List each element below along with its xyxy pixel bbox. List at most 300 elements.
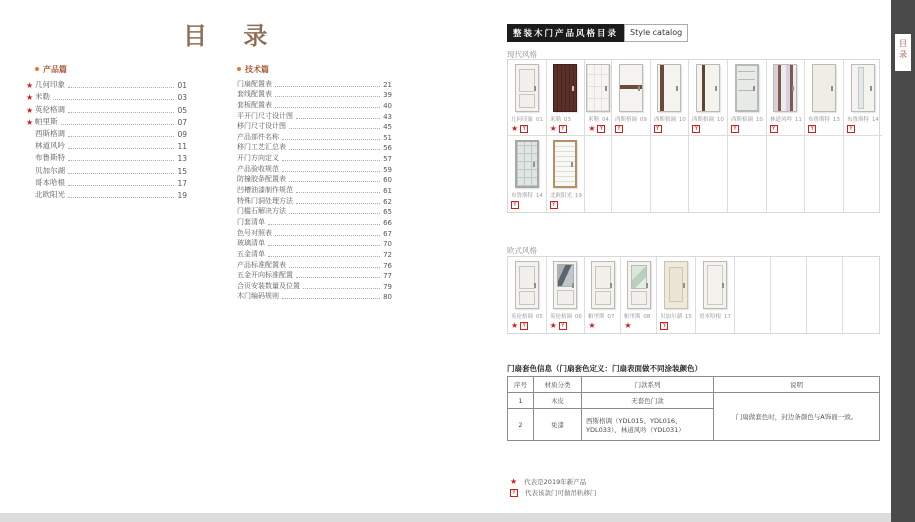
door-handle-icon — [715, 86, 717, 91]
door-thumbnail — [773, 64, 797, 112]
door-handle-icon — [683, 283, 685, 288]
toc-item-page: 70 — [383, 240, 392, 249]
leader-dots — [275, 96, 380, 97]
door-name: 西斯格调 — [692, 116, 715, 123]
leader-dots — [68, 185, 174, 186]
leader-dots — [53, 99, 174, 100]
side-tab-label: 目录 — [898, 39, 908, 61]
toc-item-label: 产品部件名称 — [237, 132, 279, 141]
sliding-door-y-badge: Y — [808, 125, 816, 133]
sliding-door-y-badge: Y — [559, 322, 567, 330]
toc-item[interactable] — [237, 121, 392, 132]
leader-dots — [282, 139, 380, 140]
door-name: 英伦格调 — [549, 313, 572, 320]
leader-dots — [68, 87, 174, 88]
toc-item[interactable] — [237, 174, 392, 185]
door-name: 米勒 — [588, 116, 600, 123]
door-badges — [615, 124, 650, 133]
door-badges — [550, 321, 585, 330]
toc-item-label: 套线配置表 — [237, 90, 272, 99]
leader-dots — [289, 213, 380, 214]
door-page-number: 09 — [639, 116, 647, 123]
toc-technical-header: 技术篇 — [237, 64, 392, 75]
door-cell — [508, 136, 547, 212]
toc-item[interactable] — [237, 270, 392, 281]
side-tab-toc[interactable] — [895, 34, 911, 71]
door-label — [615, 114, 647, 122]
door-badges — [731, 124, 766, 133]
sliding-door-y-badge: Y — [550, 201, 558, 209]
new-product-star-icon: ★ — [511, 320, 519, 330]
toc-item-label: 帕里斯 — [35, 116, 58, 126]
leader-dots — [268, 224, 380, 225]
sliding-door-y-badge: Y — [597, 125, 605, 133]
toc-item-label: 哥本哈根 — [35, 177, 65, 187]
door-name: 西斯格调 — [614, 116, 638, 123]
door-handle-icon — [571, 162, 573, 167]
door-handle-icon — [753, 86, 755, 91]
door-cell — [689, 60, 728, 136]
toc-item[interactable] — [35, 139, 187, 151]
leader-dots — [282, 171, 380, 172]
door-badges — [808, 124, 843, 133]
door-cell — [585, 257, 621, 333]
toc-item[interactable] — [237, 99, 392, 110]
toc-item-label: 贝加尔湖 — [35, 165, 65, 175]
leader-dots — [275, 107, 380, 108]
toc-item[interactable] — [237, 291, 392, 302]
toc-item-page: 56 — [383, 144, 392, 153]
cell-no: 2 — [508, 409, 534, 441]
door-thumbnail — [735, 64, 759, 112]
door-name: 帕里斯 — [624, 313, 641, 320]
door-name: 布鲁斯特 — [846, 116, 870, 123]
toc-item[interactable] — [35, 127, 187, 139]
toc-item-page: 72 — [383, 250, 392, 259]
color-table — [507, 376, 880, 441]
door-name: 米勒 — [549, 116, 561, 123]
legend-star-row — [510, 476, 597, 487]
leader-dots — [289, 267, 380, 268]
toc-item[interactable] — [237, 238, 392, 249]
door-label — [731, 114, 763, 122]
toc-item[interactable] — [237, 280, 392, 291]
door-handle-icon — [831, 86, 833, 91]
door-label — [654, 114, 686, 122]
toc-item-page: 09 — [177, 129, 187, 139]
door-name: 帕里斯 — [588, 313, 605, 320]
toc-item-page: 03 — [177, 93, 187, 103]
toc-item[interactable] — [237, 248, 392, 259]
toc-item-label: 米勒 — [35, 92, 50, 102]
door-cell — [621, 257, 657, 333]
door-cell — [508, 60, 547, 136]
door-badges — [692, 124, 727, 133]
door-page-number: 05 — [535, 313, 543, 320]
new-product-star-icon: ★ — [26, 93, 34, 103]
door-badges — [550, 124, 585, 133]
toc-item-label: 门槛石解决方法 — [237, 207, 286, 216]
door-badges — [660, 321, 695, 330]
door-label — [511, 190, 543, 198]
toc-item[interactable] — [237, 216, 392, 227]
sliding-door-y-badge: Y — [692, 125, 700, 133]
door-page-number: 11 — [794, 116, 802, 123]
toc-item-page: 45 — [383, 123, 392, 132]
toc-item[interactable] — [237, 131, 392, 142]
door-cell — [657, 257, 696, 333]
leader-dots — [68, 173, 174, 174]
door-cell — [651, 60, 690, 136]
leader-dots — [268, 245, 380, 246]
toc-item-label: 特殊门洞处理方法 — [237, 196, 293, 205]
sliding-door-y-badge: Y — [731, 125, 739, 133]
sliding-door-y-badge: Y — [615, 125, 623, 133]
col-header-series: 门款系列 — [582, 377, 714, 393]
leader-dots — [282, 160, 380, 161]
toc-item-page: 66 — [383, 218, 392, 227]
toc-item-page: 79 — [383, 282, 392, 291]
toc-item-label: 几何印象 — [35, 80, 65, 90]
toc-item-label: 北欧阳光 — [35, 189, 65, 199]
door-handle-icon — [722, 283, 724, 288]
door-label — [550, 114, 582, 122]
door-label — [699, 311, 731, 319]
door-label — [588, 311, 617, 319]
toc-item-label: 色号对照表 — [237, 228, 272, 237]
toc-item[interactable] — [237, 142, 392, 153]
cell-material: 免漆 — [534, 409, 582, 441]
toc-item-page: 11 — [177, 142, 187, 152]
door-label — [550, 190, 582, 198]
leader-dots — [275, 235, 380, 236]
door-thumbnail — [553, 140, 577, 188]
door-thumbnail — [703, 261, 727, 309]
toc-item-label: 开门方向定义 — [237, 154, 279, 163]
door-label — [511, 311, 543, 319]
toc-item-page: 43 — [383, 112, 392, 121]
legend-y-row — [510, 487, 597, 498]
door-cell — [805, 60, 844, 136]
color-table-title: 门扇套色信息（门扇套色定义：门扇表面做不同涂装颜色） — [507, 364, 702, 373]
style-catalog-title-cn: 整装木门产品风格目录 — [507, 24, 624, 42]
door-label — [692, 114, 724, 122]
door-badges — [770, 124, 805, 133]
cell-note: 门扇做套色时，封边条颜色与A饰面一致。 — [714, 393, 880, 441]
door-handle-icon — [572, 86, 574, 91]
toc-item-label: 木门编码规则 — [237, 292, 279, 301]
door-name: 布鲁斯特 — [511, 192, 534, 199]
door-handle-icon — [610, 283, 612, 288]
door-badges — [699, 321, 734, 330]
door-name: 西斯格调 — [730, 116, 754, 123]
door-cell — [612, 136, 651, 212]
door-cell — [728, 60, 767, 136]
door-label — [624, 311, 653, 319]
toc-item-page: 76 — [383, 261, 392, 270]
toc-item-page: 13 — [177, 154, 187, 164]
door-thumbnail — [515, 140, 539, 188]
door-handle-icon — [534, 283, 536, 288]
toc-item-label: 玻璃清单 — [237, 239, 265, 248]
cell-no: 1 — [508, 393, 534, 409]
col-header-note: 说明 — [714, 377, 880, 393]
toc-item-label: 平开门尺寸设计图 — [237, 111, 293, 120]
sliding-door-y-badge: Y — [770, 125, 778, 133]
door-thumbnail — [851, 64, 875, 112]
toc-item[interactable] — [237, 152, 392, 163]
door-cell — [612, 60, 651, 136]
door-thumbnail — [586, 64, 610, 112]
toc-item-page: 17 — [177, 178, 187, 188]
door-thumbnail — [664, 261, 688, 309]
toc-products-list — [26, 78, 187, 200]
toc-item-label: 凹槽油漆制作规范 — [237, 186, 293, 195]
door-page-number: 04 — [602, 116, 610, 123]
toc-technical-section — [237, 64, 392, 301]
toc-item[interactable] — [26, 90, 187, 103]
toc-technical-list — [237, 78, 392, 301]
door-handle-icon — [676, 86, 678, 91]
door-page-number: 15 — [685, 313, 693, 320]
toc-item-page: 59 — [383, 165, 392, 174]
col-header-no: 序号 — [508, 377, 534, 393]
toc-item[interactable] — [237, 163, 392, 174]
col-header-material: 材质分类 — [534, 377, 582, 393]
toc-item[interactable] — [237, 227, 392, 238]
toc-item-page: 40 — [383, 101, 392, 110]
sliding-door-y-badge: Y — [520, 125, 528, 133]
door-label — [847, 114, 879, 122]
new-product-star-icon: ★ — [26, 105, 34, 115]
door-page-number: 10 — [717, 116, 725, 123]
leader-dots — [296, 192, 380, 193]
door-cell — [696, 257, 735, 333]
door-handle-icon — [792, 86, 794, 91]
toc-item[interactable] — [237, 206, 392, 217]
toc-item[interactable] — [35, 163, 187, 175]
door-page-number: 06 — [574, 313, 582, 320]
european-door-grid — [507, 256, 880, 334]
toc-item-label: 产品标准配置表 — [237, 260, 286, 269]
leader-dots — [61, 124, 175, 125]
door-thumbnail — [553, 261, 577, 309]
leader-dots — [296, 277, 380, 278]
toc-item-label: 五金开向标准配置 — [237, 271, 293, 280]
door-name: 几何印象 — [511, 116, 534, 123]
door-handle-icon — [534, 86, 536, 91]
door-name: 贝加尔湖 — [660, 313, 683, 320]
door-page-number: 08 — [643, 313, 651, 320]
door-handle-icon — [870, 86, 872, 91]
toc-item[interactable] — [237, 89, 392, 100]
sliding-door-y-badge: Y — [511, 201, 519, 209]
legend-star-text: 代表是2019年新产品 — [524, 478, 587, 486]
door-cell — [843, 257, 879, 333]
toc-products-section — [26, 64, 187, 200]
toc-item-page: 51 — [383, 133, 392, 142]
door-cell — [767, 136, 806, 212]
cell-series: 无套色门款 — [582, 393, 714, 409]
door-thumbnail — [696, 64, 720, 112]
door-badges — [550, 200, 585, 209]
door-thumbnail — [812, 64, 836, 112]
leader-dots — [68, 197, 174, 198]
leader-dots — [296, 118, 380, 119]
door-cell — [735, 257, 771, 333]
toc-item-page: 21 — [383, 80, 392, 89]
toc-item[interactable] — [237, 195, 392, 206]
toc-item[interactable] — [35, 188, 187, 200]
toc-item[interactable] — [237, 259, 392, 270]
door-cell — [805, 136, 844, 212]
page-bottom-edge — [0, 513, 891, 522]
leader-dots — [68, 112, 174, 113]
door-page-number: 10 — [678, 116, 686, 123]
star-icon: ★ — [510, 476, 518, 486]
toc-products-header: 产品篇 — [35, 64, 187, 75]
door-cell — [547, 60, 586, 136]
sliding-door-y-badge: Y — [847, 125, 855, 133]
sliding-door-y-badge: Y — [559, 125, 567, 133]
door-cell — [585, 60, 612, 136]
door-cell — [844, 136, 882, 212]
toc-item[interactable] — [237, 184, 392, 195]
door-handle-icon — [638, 86, 640, 91]
door-cell — [767, 60, 806, 136]
door-badges — [511, 321, 546, 330]
door-badges — [511, 200, 546, 209]
new-product-star-icon: ★ — [511, 123, 519, 133]
european-section-title: 欧式风格 — [507, 245, 537, 255]
door-cell — [651, 136, 690, 212]
door-label — [808, 114, 840, 122]
door-page-number: 17 — [723, 313, 731, 320]
legend — [510, 476, 597, 498]
leader-dots — [282, 298, 380, 299]
new-product-star-icon: ★ — [26, 117, 34, 127]
door-page-number: 07 — [607, 313, 615, 320]
door-name: 布鲁斯特 — [808, 116, 831, 123]
door-name: 北欧阳光 — [549, 192, 572, 199]
door-name: 哥本哈根 — [699, 313, 722, 320]
toc-item[interactable] — [35, 151, 187, 163]
toc-item-label: 移门尺寸设计图 — [237, 122, 286, 131]
cell-series: 西斯格调（YDL015、YDL016、YDL033）、林道风吟（YDL031） — [582, 409, 714, 441]
door-handle-icon — [572, 283, 574, 288]
toc-item-page: 57 — [383, 155, 392, 164]
door-label — [660, 311, 692, 319]
leader-dots — [289, 128, 380, 129]
cell-material: 木皮 — [534, 393, 582, 409]
door-thumbnail — [591, 261, 615, 309]
new-product-star-icon: ★ — [26, 81, 34, 91]
leader-dots — [275, 86, 380, 87]
door-page-number: 19 — [574, 192, 582, 199]
door-badges — [847, 124, 882, 133]
toc-item-label: 五金清单 — [237, 249, 265, 258]
toc-item[interactable] — [26, 78, 187, 91]
new-product-star-icon: ★ — [624, 320, 632, 330]
door-cell — [807, 257, 843, 333]
door-cell — [689, 136, 728, 212]
door-thumbnail — [619, 64, 643, 112]
door-handle-icon — [605, 86, 607, 91]
door-badges — [511, 124, 546, 133]
new-product-star-icon: ★ — [549, 123, 557, 133]
door-label — [588, 114, 609, 122]
toc-item-label: 西斯格调 — [35, 128, 65, 138]
door-cell — [585, 136, 612, 212]
sliding-door-y-badge: Y — [660, 322, 668, 330]
legend-y-text: 代表该款门可做吊轨移门 — [525, 489, 597, 497]
toc-item-page: 19 — [177, 190, 187, 200]
toc-item[interactable] — [35, 176, 187, 188]
door-page-number: 14 — [535, 192, 543, 199]
new-product-star-icon: ★ — [549, 320, 557, 330]
door-page-number: 01 — [535, 116, 543, 123]
toc-item[interactable] — [26, 102, 187, 115]
door-cell — [547, 136, 586, 212]
toc-item-label: 移门工艺汇总表 — [237, 143, 286, 152]
toc-item-page: 61 — [383, 187, 392, 196]
toc-item-page: 62 — [383, 197, 392, 206]
toc-item-page: 67 — [383, 229, 392, 238]
toc-item-page: 60 — [383, 176, 392, 185]
toc-item-label: 门套清单 — [237, 217, 265, 226]
door-page-number: 10 — [755, 116, 763, 123]
door-cell — [844, 60, 882, 136]
toc-item[interactable] — [26, 115, 187, 127]
toc-item[interactable] — [237, 78, 392, 89]
door-name: 英伦格调 — [511, 313, 534, 320]
door-thumbnail — [515, 64, 539, 112]
leader-dots — [68, 148, 174, 149]
sliding-door-y-badge: Y — [654, 125, 662, 133]
door-cell — [728, 136, 767, 212]
modern-door-grid — [507, 59, 880, 213]
door-page-number: 14 — [871, 116, 879, 123]
color-table-header-row — [508, 377, 880, 393]
door-badges — [588, 321, 620, 330]
y-badge-icon: Y — [510, 489, 518, 497]
door-badges — [624, 321, 656, 330]
toc-item-label: 门扇配置表 — [237, 79, 272, 88]
door-label — [770, 114, 802, 122]
door-thumbnail — [627, 261, 651, 309]
door-badges — [654, 124, 689, 133]
side-strip — [891, 0, 915, 522]
toc-item-page: 80 — [383, 293, 392, 302]
toc-item-label: 产品验收规范 — [237, 164, 279, 173]
table-row — [508, 393, 880, 409]
toc-item[interactable] — [237, 110, 392, 121]
modern-section-title: 现代风格 — [507, 49, 537, 59]
door-handle-icon — [533, 162, 535, 167]
new-product-star-icon: ★ — [588, 320, 596, 330]
leader-dots — [296, 203, 380, 204]
toc-item-page: 01 — [177, 81, 187, 91]
toc-item-label: 合页安装数量及位置 — [237, 281, 300, 290]
style-catalog-title-en: Style catalog — [624, 24, 688, 42]
toc-item-page: 39 — [383, 91, 392, 100]
door-cell — [771, 257, 807, 333]
door-badges — [588, 124, 611, 133]
door-name: 林道风吟 — [769, 116, 792, 123]
toc-item-label: 防撞胶条配置表 — [237, 175, 286, 184]
toc-item-label: 套板配置表 — [237, 100, 272, 109]
toc-item-label: 布鲁斯特 — [35, 153, 65, 163]
